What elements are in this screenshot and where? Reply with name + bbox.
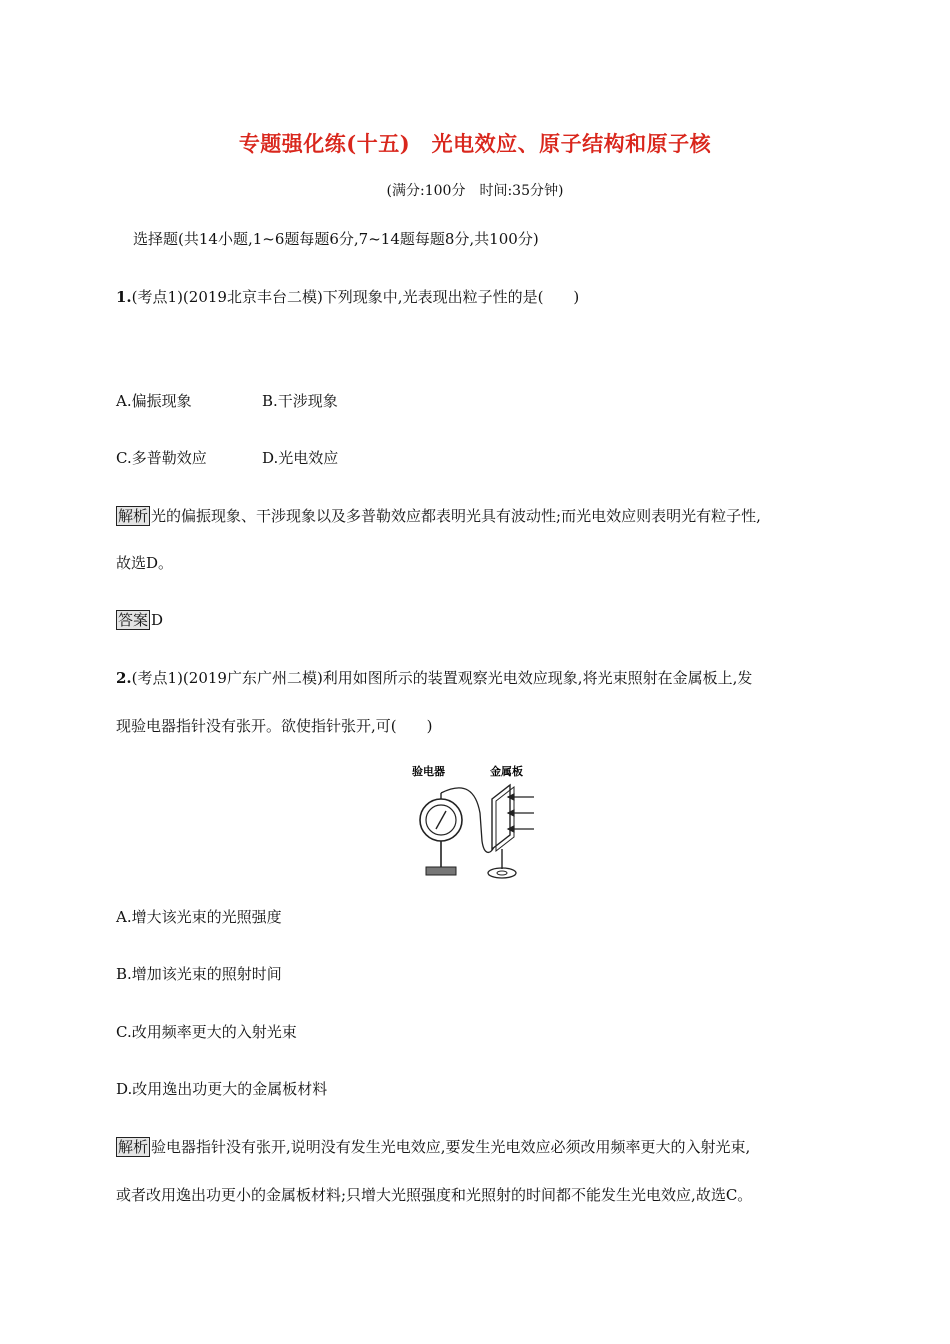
q2-analysis-line-1 bbox=[116, 1137, 750, 1157]
q1-option-b: B.干涉现象 bbox=[262, 392, 338, 410]
q2-option-c: C.改用频率更大的入射光束 bbox=[116, 1023, 297, 1041]
q1-answer-line bbox=[116, 610, 163, 630]
analysis-tag: 解析 bbox=[118, 1138, 149, 1156]
photoelectric-apparatus-figure bbox=[410, 763, 538, 885]
metal-plate-label: 金属板 bbox=[490, 765, 523, 778]
analysis-tag: 解析 bbox=[118, 507, 149, 525]
electroscope-icon bbox=[420, 793, 462, 875]
question-2-stem-line-2: 现验电器指针没有张开。欲使指针张开,可( ) bbox=[116, 717, 433, 735]
q1-analysis-text-1: 光的偏振现象、干涉现象以及多普勒效应都表明光具有波动性;而光电效应则表明光有粒子性, bbox=[151, 507, 761, 525]
answer-tag: 答案 bbox=[118, 611, 149, 629]
q1-option-c: C.多普勒效应 bbox=[116, 449, 207, 467]
q1-analysis-line-1 bbox=[116, 506, 761, 526]
q2-analysis-line-2: 或者改用逸出功更小的金属板材料;只增大光照强度和光照射的时间都不能发生光电效应,故选C。 bbox=[116, 1186, 753, 1204]
question-1-number: 1. bbox=[116, 288, 132, 306]
question-1-text: (考点1)(2019北京丰台二模)下列现象中,光表现出粒子性的是( ) bbox=[131, 288, 580, 306]
wire bbox=[441, 788, 498, 853]
electroscope-label: 验电器 bbox=[412, 765, 445, 778]
q1-analysis-line-2: 故选D。 bbox=[116, 554, 174, 572]
page-title: 专题强化练(十五) 光电效应、原子结构和原子核 bbox=[238, 131, 712, 156]
question-2-number: 2. bbox=[116, 669, 132, 687]
question-2-stem-line-1 bbox=[116, 668, 752, 688]
q2-analysis-text-1: 验电器指针没有张开,说明没有发生光电效应,要发生光电效应必须改用频率更大的入射光束, bbox=[151, 1138, 751, 1156]
q1-option-d: D.光电效应 bbox=[262, 449, 339, 467]
q1-option-a: A.偏振现象 bbox=[116, 392, 192, 410]
q2-option-d: D.改用逸出功更大的金属板材料 bbox=[116, 1080, 328, 1098]
q2-option-a: A.增大该光束的光照强度 bbox=[116, 908, 282, 926]
light-beam-arrows bbox=[508, 794, 534, 832]
q1-answer-value: D bbox=[151, 611, 164, 629]
apparatus-diagram bbox=[410, 763, 538, 885]
question-2-text-1: (考点1)(2019广东广州二模)利用如图所示的装置观察光电效应现象,将光束照射在金属板上,发 bbox=[131, 669, 753, 687]
question-1-stem bbox=[116, 287, 579, 307]
section-heading: 选择题(共14小题,1~6题每题6分,7~14题每题8分,共100分) bbox=[133, 230, 539, 248]
q2-option-b: B.增加该光束的照射时间 bbox=[116, 965, 282, 983]
score-time-info: (满分:100分 时间:35分钟) bbox=[386, 183, 564, 199]
